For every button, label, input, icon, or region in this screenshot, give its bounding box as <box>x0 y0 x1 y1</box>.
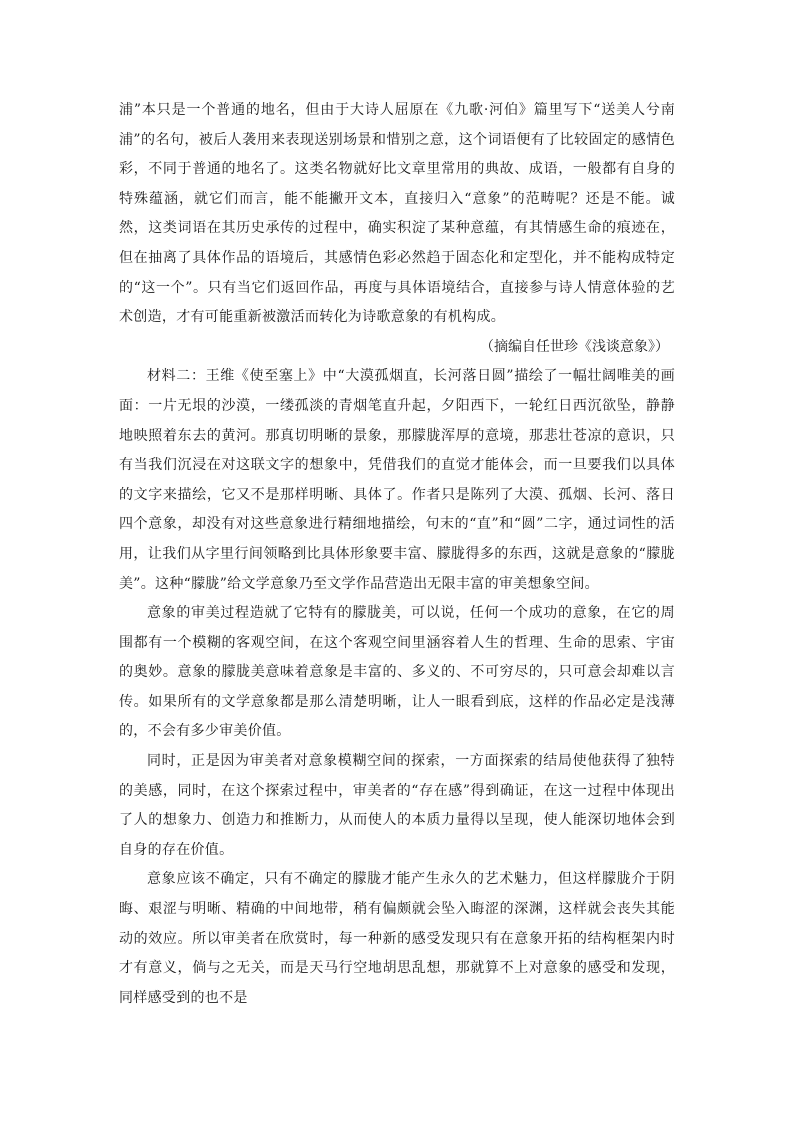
paragraph-5: 意象应该不确定，只有不确定的朦胧才能产生永久的艺术魅力，但这样朦胧介于阴晦、艰涩与明晰、精确的中间地带，稍有偏颇就会坠入晦涩的深渊，这样就会丧失其能动的效应。所以审美者在欣赏时，每一种新的感受发现只有在意象开拓的结构框架内时才有意义，倘与之无关，而是天马行空地胡思乱想，那就算不上对意象的感受和发现，同样感受到的也不是 <box>119 871 675 1006</box>
paragraph-1: 浦”本只是一个普通的地名，但由于大诗人屈原在《九歌·河伯》篇里写下“送美人兮南浦”的名句，被后人袭用来表现送别场景和惜别之意，这个词语便有了比较固定的感情色彩，不同于普通的地名了。这类名物就好比文章里常用的典故、成语，一般都有自身的特殊蕴涵，就它们而言，能不能撇开文本，直接归入“意象”的范畴呢？还是不能。诚然，这类词语在其历史承传的过程中，确实积淀了某种意蕴，有其情感生命的痕迹在，但在抽离了具体作品的语境后，其感情色彩必然趋于固态化和定型化，并不能构成特定的“这一个”。只有当它们返回作品，再度与具体语境结合，直接参与诗人情意体验的艺术创造，才有可能重新被激活而转化为诗歌意象的有机构成。 <box>119 102 675 326</box>
source-citation: （摘编自任世珍《浅谈意象》） <box>480 338 669 355</box>
paragraph-4: 同时，正是因为审美者对意象模糊空间的探索，一方面探索的结局使他获得了独特的美感，同时，在这个探索过程中，审美者的“存在感”得到确证，在这一过程中体现出了人的想象力、创造力和推断力，从而使人的本质力量得以呈现，使人能深切地体会到自身的存在价值。 <box>119 753 675 858</box>
paragraph-2: 材料二：王维《使至塞上》中“大漠孤烟直，长河落日圆”描绘了一幅壮阔唯美的画面：一片无垠的沙漠，一缕孤淡的青烟笔直升起，夕阳西下，一轮红日西沉欲坠，静静地映照着东去的黄河。那真切明晰的景象，那朦胧浑厚的意境，那悲壮苍凉的意识，只有当我们沉浸在对这联文字的想象中，凭借我们的直觉才能体会，而一旦要我们以具体的文字来描绘，它又不是那样明晰、具体了。作者只是陈列了大漠、孤烟、长河、落日四个意象，却没有对这些意象进行精细地描绘，句末的“直”和“圆”二字，通过词性的活用，让我们从字里行间领略到比具体形象要丰富、朦胧得多的东西，这就是意象的“朦胧美”。这种“朦胧”给文学意象乃至文学作品营造出无限丰富的审美想象空间。 <box>119 368 675 592</box>
paragraph-3: 意象的审美过程造就了它特有的朦胧美，可以说，任何一个成功的意象，在它的周围都有一个模糊的客观空间，在这个客观空间里涵容着人生的哲理、生命的思索、宇宙的奥妙。意象的朦胧美意味着意象是丰富的、多义的、不可穷尽的，只可意会却难以言传。如果所有的文学意象都是那么清楚明晰，让人一眼看到底，这样的作品必定是浅薄的，不会有多少审美价值。 <box>119 605 675 740</box>
document-page <box>119 96 675 1013</box>
